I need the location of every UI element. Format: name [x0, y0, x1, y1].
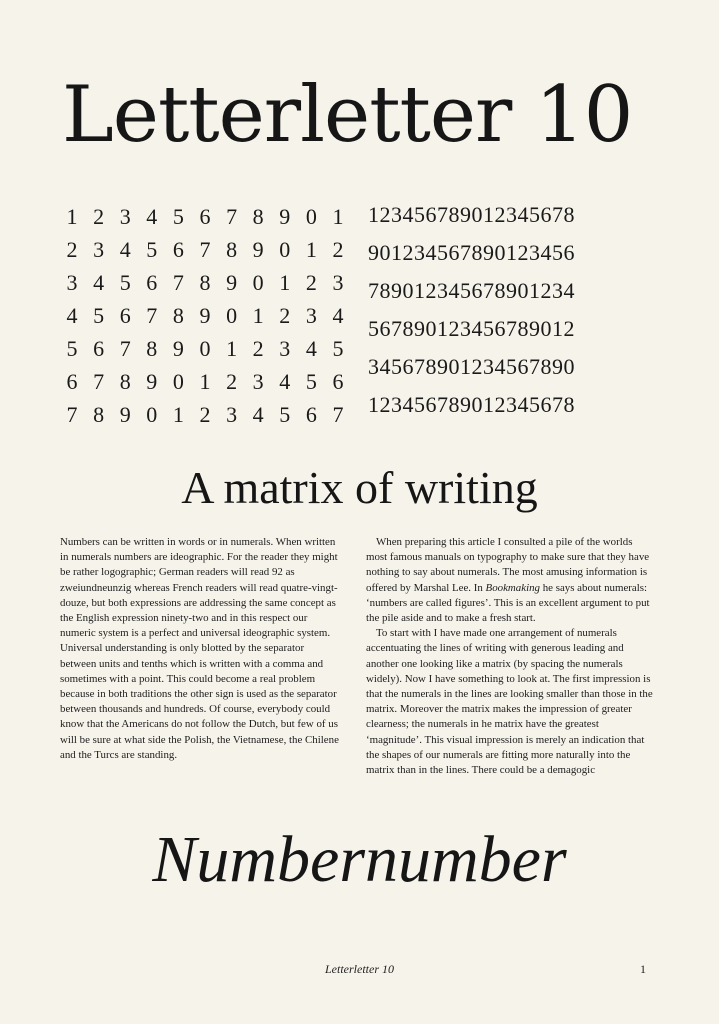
numeral-line: 123456789012345678	[368, 392, 575, 417]
matrix-digit: 4	[332, 302, 344, 328]
matrix-digit: 7	[93, 368, 105, 394]
matrix-digit: 6	[172, 236, 184, 262]
matrix-digit: 2	[226, 368, 238, 394]
matrix-digit: 2	[93, 203, 105, 229]
page-number: 1	[640, 962, 646, 976]
matrix-digit: 2	[279, 302, 291, 328]
numeral-line: 123456789012345678	[368, 202, 575, 227]
matrix-digit: 6	[146, 269, 158, 295]
matrix-digit: 0	[226, 302, 238, 328]
matrix-digit: 1	[66, 203, 78, 229]
paragraph-text: he says about numerals: ‘numbers are called figures’. This is an excellent argument to put the pile aside and to make a fresh start.	[366, 581, 650, 625]
matrix-digit: 1	[252, 302, 264, 328]
matrix-row	[60, 233, 350, 266]
matrix-digit: 3	[332, 269, 344, 295]
matrix-digit: 9	[146, 368, 158, 394]
right-column-paragraph-1	[366, 535, 656, 626]
matrix-digit: 3	[305, 302, 317, 328]
matrix-digit: 5	[66, 335, 78, 361]
left-column-paragraph: Numbers can be written in words or in numerals. When written in numerals numbers are ideographic. For the reader they might be rather logographic; German readers will read 92 as zweiundneunzig whereas French readers will read quatre-vingt-douze, but both expressions are addressing the same concept as the English expression ninety-two and in this respect our numeric system is a perfect and universal ideographic system. Universal understanding is only blotted by the separator between units and tenths which is written with a comma and sometimes with a point. This could become a real problem because in both traditions the other sign is used as the separator between thousands and hundreds. Of course, everybody could know that the Americans do not follow the Dutch, but few of us will be sure at what side the Polish, the Vietnamese, the Chilene and the Turcs are standing.	[60, 536, 339, 761]
matrix-digit: 4	[305, 335, 317, 361]
matrix-digit: 8	[252, 203, 264, 229]
matrix-digit: 8	[172, 302, 184, 328]
paragraph-text: When preparing this article I consulted a pile of the worlds most famous manuals on typography to make sure that they have nothing to say about numerals. The most amusing information is offered by Marshal Lee. In	[366, 536, 650, 594]
numeral-lines	[368, 196, 668, 424]
matrix-digit: 3	[119, 203, 131, 229]
matrix-digit: 7	[332, 401, 344, 427]
matrix-digit: 3	[279, 335, 291, 361]
matrix-digit: 4	[119, 236, 131, 262]
matrix-digit: 5	[172, 203, 184, 229]
matrix-digit: 5	[119, 269, 131, 295]
matrix-digit: 0	[146, 401, 158, 427]
matrix-row	[60, 299, 350, 332]
matrix-digit: 1	[305, 236, 317, 262]
article-heading: A matrix of writing	[181, 462, 538, 513]
matrix-digit: 4	[66, 302, 78, 328]
matrix-row	[60, 200, 350, 233]
left-column	[60, 535, 342, 763]
matrix-digit: 1	[332, 203, 344, 229]
numeral-line: 567890123456789012	[368, 316, 575, 341]
matrix-digit: 9	[199, 302, 211, 328]
matrix-digit: 7	[172, 269, 184, 295]
matrix-digit: 7	[66, 401, 78, 427]
book-title: Bookmaking	[485, 581, 540, 594]
matrix-digit: 5	[146, 236, 158, 262]
matrix-row	[60, 332, 350, 365]
matrix-digit: 0	[199, 335, 211, 361]
matrix-digit: 1	[199, 368, 211, 394]
matrix-digit: 6	[93, 335, 105, 361]
matrix-digit: 1	[172, 401, 184, 427]
matrix-digit: 3	[226, 401, 238, 427]
matrix-digit: 2	[305, 269, 317, 295]
matrix-digit: 8	[119, 368, 131, 394]
matrix-digit: 1	[226, 335, 238, 361]
matrix-digit: 2	[199, 401, 211, 427]
matrix-digit: 7	[146, 302, 158, 328]
footer-title: Numbernumber	[152, 823, 567, 896]
matrix-digit: 7	[226, 203, 238, 229]
matrix-digit: 8	[226, 236, 238, 262]
matrix-digit: 5	[279, 401, 291, 427]
matrix-digit: 6	[332, 368, 344, 394]
matrix-digit: 3	[93, 236, 105, 262]
numeral-line: 345678901234567890	[368, 354, 575, 379]
matrix-row	[60, 365, 350, 398]
matrix-digit: 4	[279, 368, 291, 394]
matrix-digit: 0	[252, 269, 264, 295]
matrix-digit: 5	[93, 302, 105, 328]
matrix-digit: 1	[279, 269, 291, 295]
numeral-line: 901234567890123456	[368, 240, 575, 265]
matrix-row	[60, 266, 350, 299]
matrix-digit: 3	[66, 269, 78, 295]
matrix-digit: 3	[252, 368, 264, 394]
matrix-digit: 9	[119, 401, 131, 427]
matrix-digit: 4	[146, 203, 158, 229]
matrix-digit: 9	[279, 203, 291, 229]
matrix-digit: 8	[146, 335, 158, 361]
matrix-digit: 7	[119, 335, 131, 361]
matrix-digit: 6	[305, 401, 317, 427]
matrix-row	[60, 398, 350, 431]
running-footer	[0, 962, 719, 977]
numeral-matrix	[60, 200, 350, 431]
matrix-digit: 2	[332, 236, 344, 262]
running-footer-text: Letterletter 10	[325, 962, 394, 976]
matrix-digit: 5	[332, 335, 344, 361]
matrix-digit: 4	[93, 269, 105, 295]
matrix-digit: 6	[119, 302, 131, 328]
matrix-digit: 9	[252, 236, 264, 262]
matrix-digit: 0	[279, 236, 291, 262]
matrix-digit: 0	[305, 203, 317, 229]
matrix-digit: 2	[66, 236, 78, 262]
matrix-digit: 4	[252, 401, 264, 427]
matrix-digit: 5	[305, 368, 317, 394]
matrix-digit: 0	[172, 368, 184, 394]
matrix-digit: 8	[93, 401, 105, 427]
right-column-paragraph-2: To start with I have made one arrangement of numerals accentuating the lines of writing with generous leading and another one looking like a matrix (by spacing the numerals widely). Now I have something to look at. The first impression is that the numerals in the lines are looking smaller than those in the matrix. Moreover the matrix makes the impression of greater clearness; the numerals in he matrix have the greatest ‘magnitude’. This visual impression is merely an indication that the shapes of our numerals are fitting more naturally into the matrix than in the lines. There could be a demagogic	[366, 627, 653, 777]
matrix-digit: 9	[172, 335, 184, 361]
matrix-digit: 2	[252, 335, 264, 361]
matrix-digit: 6	[66, 368, 78, 394]
right-column	[366, 535, 656, 778]
matrix-digit: 8	[199, 269, 211, 295]
matrix-digit: 7	[199, 236, 211, 262]
numeral-line: 789012345678901234	[368, 278, 575, 303]
masthead-title: Letterletter 10	[62, 70, 633, 160]
matrix-digit: 9	[226, 269, 238, 295]
matrix-digit: 6	[199, 203, 211, 229]
